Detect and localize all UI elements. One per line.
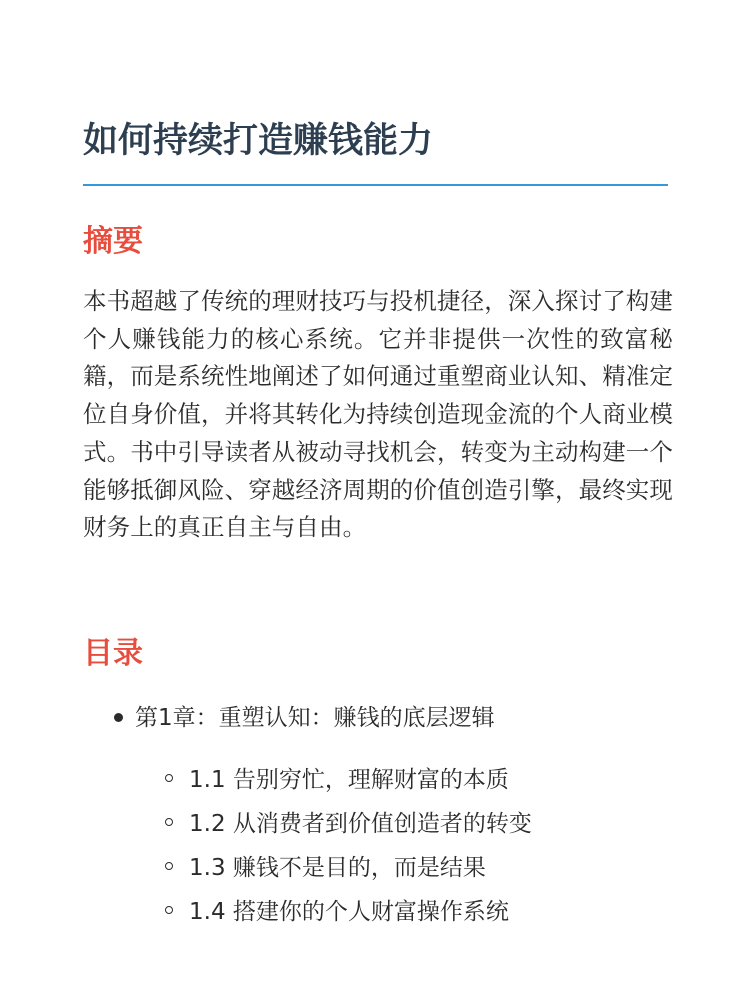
section-title: 1.3 赚钱不是目的，而是结果 — [189, 855, 486, 881]
section-title: 1.2 从消费者到价值创造者的转变 — [189, 811, 532, 837]
toc-section-1-1 — [135, 760, 668, 804]
bullet-disc-icon — [114, 713, 123, 722]
table-of-contents — [83, 700, 668, 936]
title-divider — [83, 184, 668, 186]
toc-section-1-2 — [135, 804, 668, 848]
bullet-circle-icon — [165, 862, 173, 870]
toc-section-1-3 — [135, 848, 668, 892]
bullet-circle-icon — [165, 774, 173, 782]
section-title: 1.4 搭建你的个人财富操作系统 — [189, 899, 509, 925]
chapter-1-sections — [135, 760, 668, 936]
page-title: 如何持续打造赚钱能力 — [83, 121, 434, 161]
section-title: 1.1 告别穷忙，理解财富的本质 — [189, 767, 509, 793]
toc-heading: 目录 — [83, 636, 143, 671]
summary-paragraph: 本书超越了传统的理财技巧与投机捷径，深入探讨了构建个人赚钱能力的核心系统。它并非提供一次性的致富秘籍，而是系统性地阐述了如何通过重塑商业认知、精准定位自身价值，并将其转化为持续创造现金流的个人商业模式。书中引导读者从被动寻找机会，转变为主动构建一个能够抵御风险、穿越经济周期的价值创造引擎，最终实现财务上的真正自主与自由。 — [83, 287, 673, 542]
toc-section-1-4 — [135, 892, 668, 936]
summary-heading: 摘要 — [83, 224, 143, 259]
toc-chapter-1 — [83, 700, 668, 936]
bullet-circle-icon — [165, 906, 173, 914]
chapter-title: 第1章：重塑认知：赚钱的底层逻辑 — [135, 705, 495, 731]
bullet-circle-icon — [165, 818, 173, 826]
